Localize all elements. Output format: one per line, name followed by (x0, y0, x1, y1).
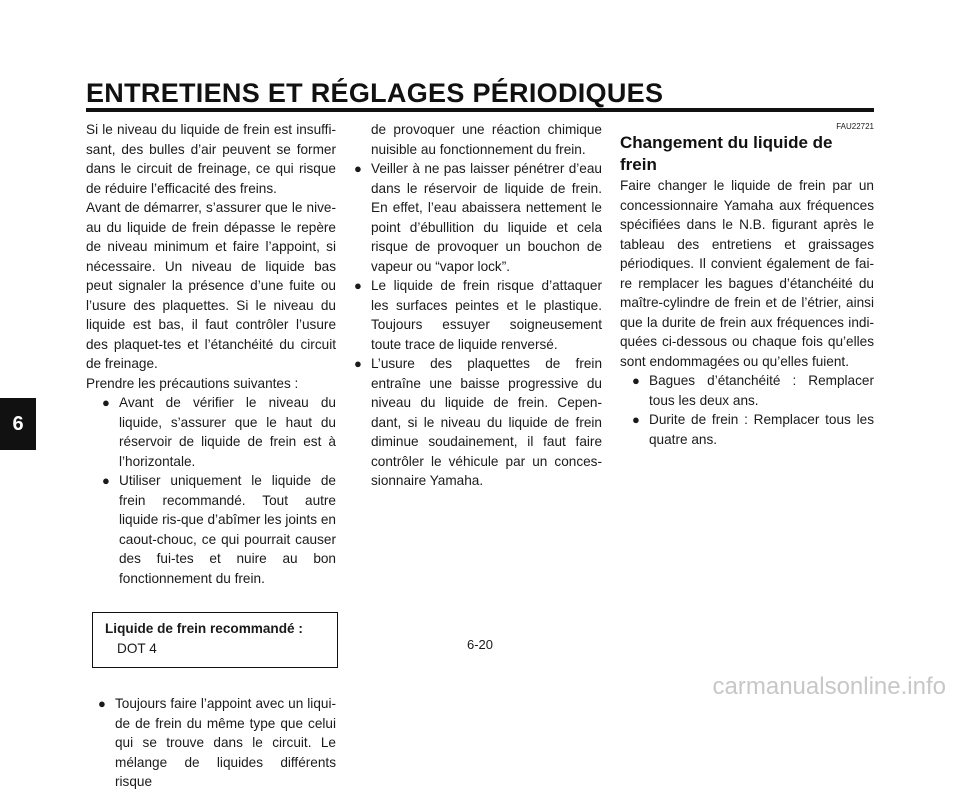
spec-value: DOT 4 (117, 640, 157, 656)
paragraph-fluid-change: Faire changer le liquide de frein par un concessionnaire Yamaha aux fréquences spécifiées dans le N.B. figurant après le tableau des entretiens et graissages périodiques. Il convient également de fai-re remplacer les bagues d’étanchéité du maître-cylindre de frein et de l’étrier, ainsi que la durite de frein aux fréquences indi-quées ci-dessous ou chaque fois qu’elles sont endommagées ou qu’elles fuient. (620, 178, 874, 369)
list-item (102, 393, 336, 471)
precautions-list (86, 393, 336, 588)
list-item (354, 276, 602, 354)
precautions-list-continued (86, 694, 336, 792)
list-item-text: Avant de vérifier le niveau du liquide, s’assurer que le haut du réservoir de liquide de frein est à l’horizontale. (119, 395, 336, 469)
bullet-icon: ● (98, 696, 106, 711)
bullet-icon: ● (354, 278, 362, 293)
section-title: Changement du liquide de frein (620, 133, 833, 174)
page-number: 6-20 (466, 637, 494, 652)
list-item-text: Bagues d’étanchéité : Remplacer tous les deux ans. (649, 373, 874, 408)
list-item (632, 371, 874, 410)
list-item-text: L’usure des plaquettes de frein entraîne une baisse progressive du niveau du liquide de frein. Cepen-dant, si le niveau du liquide de frein diminue soudainement, il faut faire contrôler le véhicule par un conces-sionnaire Yamaha. (371, 356, 602, 488)
list-item (98, 694, 336, 792)
paragraph-precautions: Prendre les précautions suivantes : (86, 375, 299, 391)
column-right (620, 120, 874, 449)
precautions-list-middle (354, 159, 602, 491)
list-item (354, 159, 602, 276)
paragraph-continuation: de provoquer une réaction chimique nuisible au fonctionnement du frein. (371, 122, 602, 157)
chapter-tab[interactable]: 6 (0, 398, 36, 450)
page-title: ENTRETIENS ET RÉGLAGES PÉRIODIQUES (86, 78, 664, 108)
header-rule (86, 108, 874, 112)
reference-code: FAU22721 (836, 122, 874, 131)
list-item-text: Utiliser uniquement le liquide de frein recommandé. Tout autre liquide ris-que d’abîmer les joints en caout-chouc, ce qui pourrait causer des fui-tes et nuire au bon fonctionnement du frein. (119, 473, 336, 586)
bullet-icon: ● (632, 412, 640, 427)
paragraph-before-starting: Avant de démarrer, s’assurer que le nive-au du liquide de frein dépasse le repère de niveau minimum et faire l’appoint, si nécessaire. Un niveau de liquide bas peut signaler la présence d’une fuite ou l’usure des plaquettes. Si le niveau du liquide est bas, il faut contrôler l’usure des plaquet-tes et l’étanchéité du circuit de freinage. (86, 200, 336, 371)
bullet-icon: ● (354, 161, 362, 176)
replacement-list (620, 371, 874, 449)
bullet-icon: ● (102, 473, 110, 488)
list-item (354, 354, 602, 491)
bullet-icon: ● (354, 356, 362, 371)
list-item-text: Veiller à ne pas laisser pénétrer d’eau dans le réservoir de liquide de frein. En effet, l’eau abaissera nettement le point d’ébullition du liquide et cela risque de provoquer un bouchon de vapeur ou “vapor lock”. (371, 161, 602, 274)
paragraph-insufficient-level: Si le niveau du liquide de frein est insuffi-sant, des bulles d’air peuvent se former dans le circuit de freinage, ce qui risque de réduire l’efficacité des freins. (86, 122, 336, 196)
bullet-icon: ● (632, 373, 640, 388)
list-item-text: Toujours faire l’appoint avec un liqui-de de frein du même type que celui qui se trouve dans le circuit. Le mélange de liquides différents risque (115, 696, 336, 789)
column-left (86, 120, 336, 792)
bullet-icon: ● (102, 395, 110, 410)
list-item-text: Le liquide de frein risque d’attaquer les surfaces peintes et le plastique. Toujours essuyer soigneusement toute trace de liquide renversé. (371, 278, 602, 352)
list-item-text: Durite de frein : Remplacer tous les quatre ans. (649, 412, 874, 447)
watermark: carmanualsonline.info (712, 673, 946, 700)
column-middle (354, 120, 602, 491)
list-item (632, 410, 874, 449)
list-item (102, 471, 336, 588)
spec-title: Liquide de frein recommandé : (105, 621, 303, 636)
